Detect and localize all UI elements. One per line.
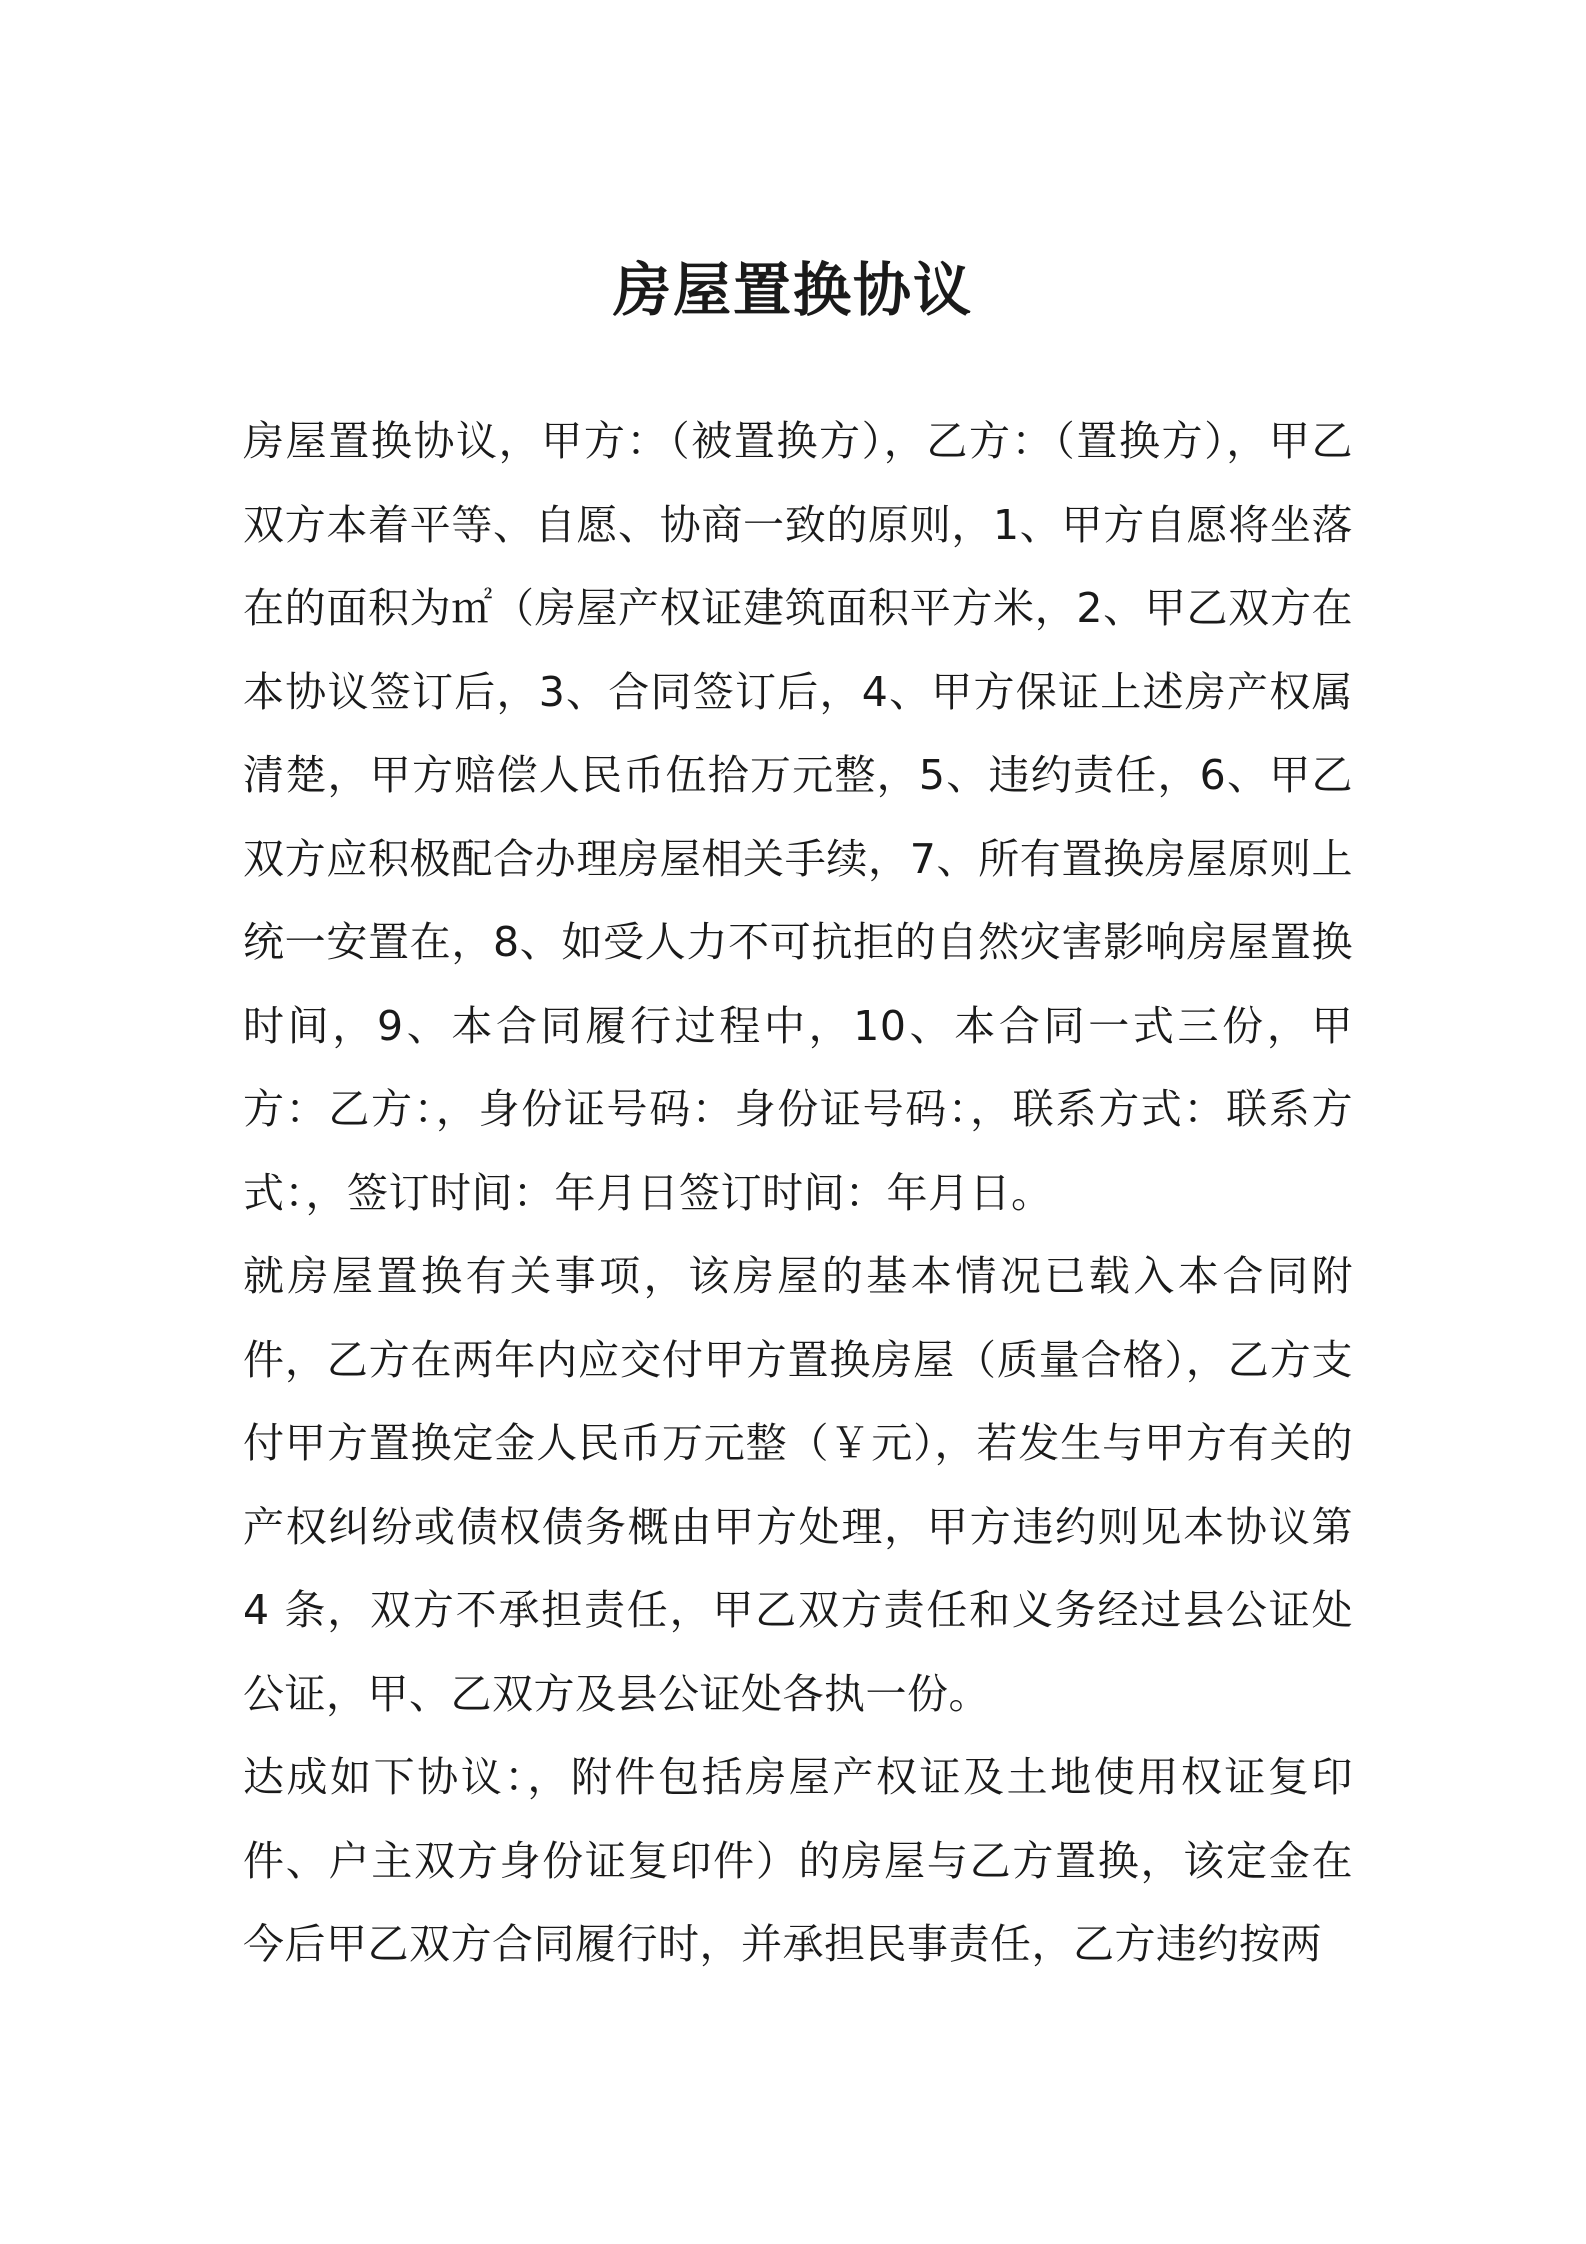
paragraph-2: 就房屋置换有关事项，该房屋的基本情况已载入本合同附件，乙方在两年内应交付甲方置换房屋（质量合格），乙方支付甲方置换定金人民币万元整（￥元），若发生与甲方有关的产权纠纷或债权债务概由甲方处理，甲方违约则见本协议第 4 条，双方不承担责任，甲乙双方责任和义务经过县公证处公证，甲、乙双方及县公证处各执一份。 — [243, 1252, 1353, 1718]
paragraph-1: 房屋置换协议，甲方：（被置换方），乙方：（置换方），甲乙双方本着平等、自愿、协商一致的原则，1、甲方自愿将坐落在的面积为㎡（房屋产权证建筑面积平方米，2、甲乙双方在本协议签订后，3、合同签订后，4、甲方保证上述房产权属清楚，甲方赔偿人民币伍拾万元整，5、违约责任，6、甲乙双方应积极配合办理房屋相关手续，7、所有置换房屋原则上统一安置在，8、如受人力不可抗拒的自然灾害影响房屋置换时间，9、本合同履行过程中，10、本合同一式三份，甲方：乙方：，身份证号码：身份证号码：，联系方式：联系方式：，签订时间：年月日签订时间：年月日。 — [243, 417, 1353, 1217]
document-title: 房屋置换协议 — [612, 256, 973, 324]
paragraph-3: 达成如下协议：，附件包括房屋产权证及土地使用权证复印件、户主双方身份证复印件）的房屋与乙方置换，该定金在今后甲乙双方合同履行时，并承担民事责任，乙方违约按两 — [243, 1753, 1353, 1968]
document-body — [243, 400, 1353, 1987]
